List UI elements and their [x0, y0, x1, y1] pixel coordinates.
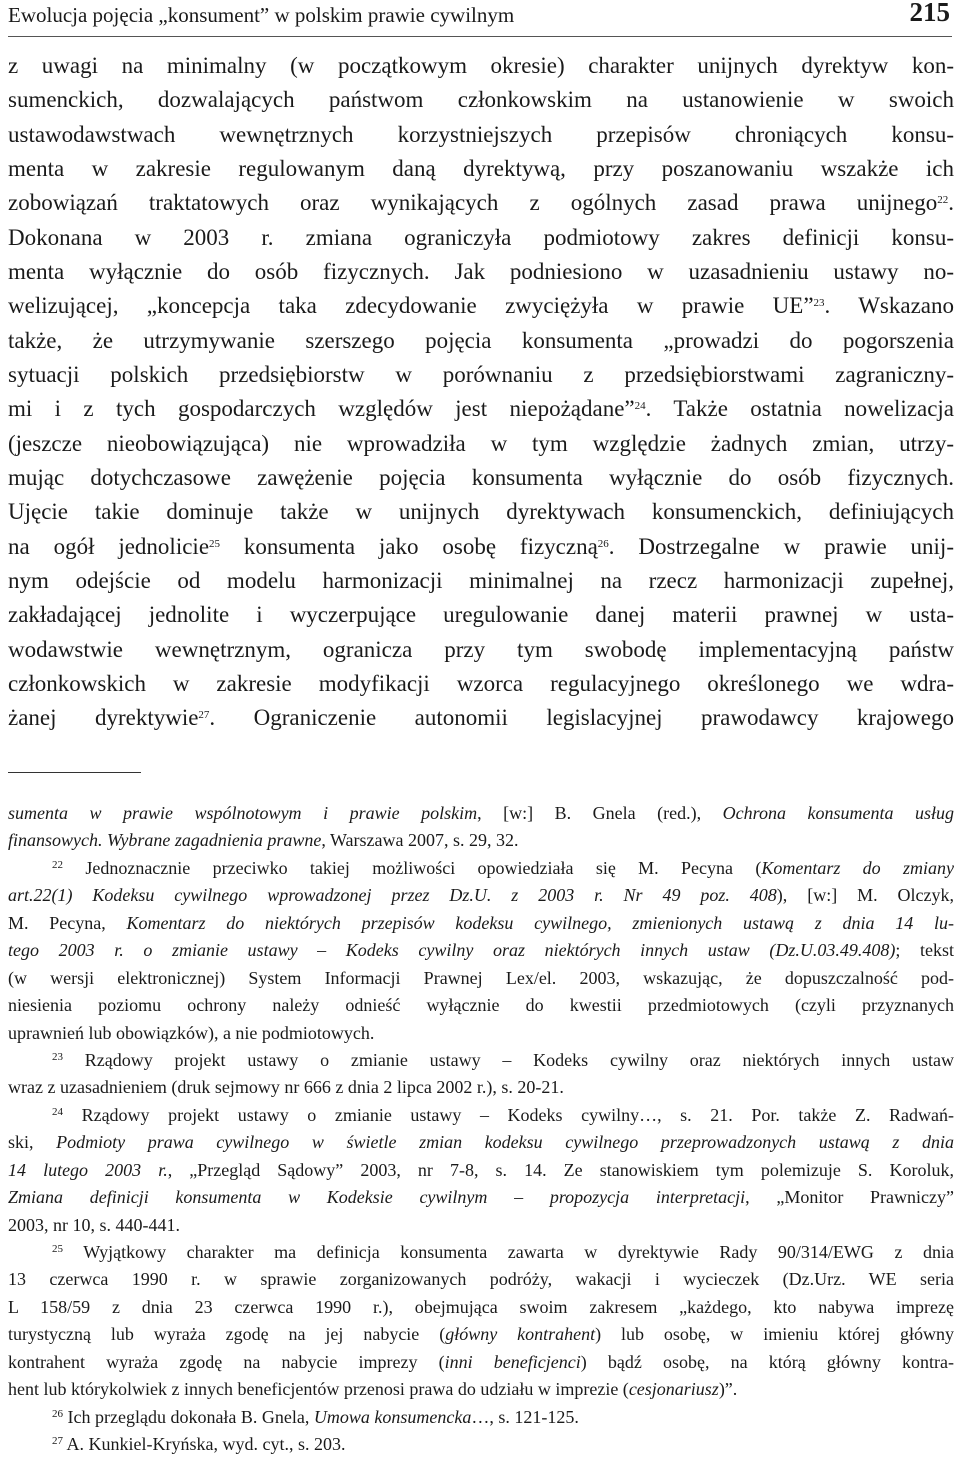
text: Komentarz do niektórych przepisów kodeksu cywilnego, zmienionych ustawą z dnia 14 lu- — [126, 912, 954, 933]
text: . Ograniczenie autonomii legislacyjnej prawodawcy krajowego — [209, 705, 954, 731]
main-text — [8, 49, 954, 736]
body-line — [8, 461, 954, 495]
text: (jeszcze nieobowiązująca) nie wprowadziła w tym względzie żadnych zmian, utrzy- — [8, 430, 954, 456]
footnote-line — [8, 1129, 954, 1156]
text: ), [w:] M. Olczyk, — [776, 885, 954, 906]
text: menta wyłącznie do osób fizycznych. Jak podniesiono w uzasadnieniu ustawy no- — [8, 258, 954, 284]
text: wodawstwie wewnętrznym, ogranicza przy tym swobodę implementacyjną państw — [8, 636, 954, 662]
text: uprawnień lub obowiązków), a nie podmiotowych. — [8, 1022, 375, 1043]
body-line — [8, 289, 954, 323]
text: ustawodawstwach wewnętrznych korzystniejszych przepisów chroniących konsu- — [8, 121, 954, 147]
text: turystyczną lub wyraża zgodę na jej nabycie ( — [8, 1324, 446, 1345]
text: z uwagi na minimalny (w początkowym okresie) charakter unijnych dyrektyw kon- — [8, 53, 954, 78]
text: wraz z uzasadnieniem (druk sejmowy nr 666 z dnia 2 lipca 2002 r.), s. 20-21. — [8, 1077, 564, 1098]
running-title: Ewolucja pojęcia „konsument” w polskim prawie cywilnym — [8, 3, 515, 27]
footnote-ref: 27 — [198, 709, 210, 722]
text: członkowskich w zakresie modyfikacji wzorca regulacyjnego określonego we wdra- — [8, 670, 954, 696]
text: także, że utrzymywanie szerszego pojęcia konsumenta „prowadzi do pogorszenia — [8, 327, 954, 353]
body-line — [8, 118, 954, 152]
footnote-line — [8, 800, 954, 827]
footnote-line — [8, 1020, 954, 1047]
text: finansowych. Wybrane zagadnienia prawne — [8, 830, 322, 851]
text: żanej dyrektywie — [8, 705, 199, 731]
footnote-ref: 22 — [937, 194, 949, 207]
text: . Dostrzegalne w prawie unij- — [608, 533, 954, 559]
text: Ujęcie takie dominuje także w unijnych dyrektywach konsumenckich, definiujących — [8, 499, 954, 525]
footnote-ref: 26 — [597, 537, 609, 550]
footnote-26 — [8, 1404, 954, 1431]
text: ; tekst — [895, 940, 954, 961]
text: )”. — [718, 1379, 738, 1400]
body-line — [8, 392, 954, 426]
footnote-line — [8, 992, 954, 1019]
text: ) lub osobę, w imieniu której główny — [595, 1324, 954, 1345]
text: Dokonana w 2003 r. zmiana ograniczyła podmiotowy zakres definicji konsu- — [8, 224, 954, 250]
footnote-line — [8, 1266, 954, 1293]
footnote-24 — [8, 1102, 954, 1129]
body-line — [8, 427, 954, 461]
footnote-ref: 25 — [209, 537, 221, 550]
body-line — [8, 564, 954, 598]
text: 2003, nr 10, s. 440-441. — [8, 1214, 180, 1235]
footnote-ref: 24 — [634, 400, 646, 413]
text: kontrahent wyraża zgodę na nabycie imprezy ( — [8, 1351, 445, 1372]
text: , [w:] B. Gnela (red.), — [477, 803, 723, 823]
footnote-number: 22 — [52, 858, 63, 871]
footnote-separator — [8, 772, 141, 773]
footnote-line — [8, 827, 954, 854]
footnote-line — [8, 910, 954, 937]
text: inni beneficjenci — [444, 1351, 581, 1372]
text: zakładającej jednolite i wyczerpujące uregulowanie danej materii prawnej w usta- — [8, 602, 954, 628]
footnote-line — [8, 1349, 954, 1376]
footnote-number: 25 — [52, 1243, 63, 1255]
text: Wyjątkowy charakter ma definicja konsumenta zawarta w dyrektywie Rady 90/314/EWG z dnia — [63, 1242, 954, 1262]
body-line — [8, 221, 954, 255]
text: Podmioty prawa cywilnego w świetle zmian kodeksu cywilnego przeprowadzonych ustawą z dnia — [56, 1132, 954, 1153]
text: …, s. 121-125. — [471, 1406, 579, 1427]
text: 13 czerwca 1990 r. w sprawie zorganizowanych podróży, wakacji i wycieczek (Dz.Urz. WE seria — [8, 1269, 954, 1290]
text: L 158/59 z dnia 23 czerwca 1990 r.), obejmująca swoim zakresem „każdego, kto nabywa imprezę — [8, 1296, 954, 1317]
footnote-line — [8, 1321, 954, 1348]
text: ski, — [8, 1132, 57, 1153]
body-line — [8, 255, 954, 289]
text: ) bądź osobę, na którą główny kontra- — [580, 1351, 954, 1372]
footnote-line — [8, 1376, 954, 1403]
text: art.22(1) Kodeksu cywilnego wprowadzonej przez Dz.U. z 2003 r. Nr 49 poz. 408 — [8, 885, 777, 906]
text: M. Pecyna, — [8, 912, 127, 933]
body-line — [8, 667, 954, 701]
footnote-line — [8, 937, 954, 964]
text: Ochrona konsumenta usług — [722, 803, 954, 823]
text: mując dotychczasowe zawężenie pojęcia konsumenta wyłącznie do osób fizycznych. — [8, 464, 954, 490]
footnotes — [8, 800, 954, 1459]
footnote-line — [8, 1294, 954, 1321]
text: mi i z tych gospodarczych względów jest niepożądane” — [8, 396, 635, 422]
text: tego 2003 r. o zmianie ustawy – Kodeks cywilny oraz niektórych innych ustaw (Dz.U.03.49.408) — [8, 940, 896, 961]
text: hent lub którykolwiek z innych beneficjentów przenosi prawa do udziału w imprezie ( — [8, 1379, 629, 1400]
text: , „Przegląd Sądowy” 2003, nr 7-8, s. 14. Ze stanowiskiem tym polemizuje S. Koroluk, — [167, 1159, 954, 1180]
text: Rządowy projekt ustawy o zmianie ustawy – Kodeks cywilny oraz niektórych innych ustaw — [63, 1049, 954, 1070]
text: Komentarz do zmiany — [761, 857, 954, 878]
text: 14 lutego 2003 r. — [8, 1159, 168, 1180]
footnote-number: 27 — [52, 1435, 63, 1448]
footnote-line — [8, 1157, 954, 1184]
text: . — [948, 190, 954, 216]
footnote-23 — [8, 1047, 954, 1074]
text: cesjonariusz — [628, 1379, 719, 1400]
text: Rządowy projekt ustawy o zmianie ustawy – Kodeks cywilny…, s. 21. Por. także Z. Radwań- — [63, 1104, 954, 1125]
body-line — [8, 83, 954, 117]
text: . Wskazano — [824, 293, 954, 319]
text: menta w zakresie regulowanym daną dyrektywą, przy poszanowaniu wszakże ich — [8, 155, 954, 181]
text: Jednoznacznie przeciwko takiej możliwości opowiedziała się M. Pecyna ( — [63, 857, 762, 878]
footnote-number: 24 — [52, 1105, 63, 1118]
footnote-25 — [8, 1239, 954, 1266]
text: Ich przeglądu dokonała B. Gnela, — [63, 1406, 314, 1427]
footnote-line — [8, 1184, 954, 1211]
footnote-line — [8, 1074, 954, 1101]
text: A. Kunkiel-Kryńska, wyd. cyt., s. 203. — [63, 1434, 346, 1455]
body-line — [8, 152, 954, 186]
footnote-number: 23 — [52, 1050, 63, 1063]
body-line — [8, 598, 954, 632]
text: . Także ostatnia nowelizacja — [645, 396, 954, 422]
body-line — [8, 324, 954, 358]
body-line — [8, 358, 954, 392]
text: (w wersji elektronicznej) System Informacji Prawnej Lex/el. 2003, wskazując, że dopuszczalność pod- — [8, 967, 954, 988]
text: główny kontrahent — [445, 1324, 596, 1345]
text: zobowiązań traktatowych oraz wynikających z ogólnych zasad prawa unijnego — [8, 190, 938, 216]
body-line — [8, 633, 954, 667]
text: niesienia poziomu ochrony należy odnieść wyłącznie do kwestii przedmiotowych (czyli przyznanych — [8, 995, 954, 1016]
text: nym odejście od modelu harmonizacji minimalnej na rzecz harmonizacji zupełnej, — [8, 567, 954, 593]
body-line — [8, 186, 954, 220]
footnote-line — [8, 882, 954, 909]
body-line — [8, 495, 954, 529]
body-line — [8, 49, 954, 83]
text: sumenckich, dozwalających państwom członkowskim na ustanowienie w swoich — [8, 87, 954, 113]
text: Umowa konsumencka — [313, 1406, 472, 1427]
footnote-ref: 23 — [813, 297, 825, 310]
text: Zmiana definicji konsumenta w Kodeksie cywilnym – propozycja interpretacji — [8, 1187, 746, 1208]
text: na ogół jednolicie — [8, 533, 210, 559]
running-header — [8, 0, 952, 37]
page-number: 215 — [909, 0, 950, 27]
footnote-27 — [8, 1431, 954, 1458]
footnote-line — [8, 1212, 954, 1239]
text: , Warszawa 2007, s. 29, 32. — [321, 830, 519, 851]
footnote-22 — [8, 855, 954, 882]
body-line — [8, 530, 954, 564]
footnote-line — [8, 965, 954, 992]
text: sumenta w prawie wspólnotowym i prawie polskim — [8, 803, 478, 823]
body-line — [8, 701, 954, 735]
text: welizującej, „koncepcja taka zdecydowanie zwyciężyła w prawie UE” — [8, 293, 814, 319]
footnote-number: 26 — [52, 1407, 63, 1420]
text: , „Monitor Prawniczy” — [745, 1187, 954, 1208]
text: konsumenta jako osobę fizyczną — [220, 533, 598, 559]
text: sytuacji polskich przedsiębiorstw w porównaniu z przedsiębiorstwami zagraniczny- — [8, 361, 954, 387]
